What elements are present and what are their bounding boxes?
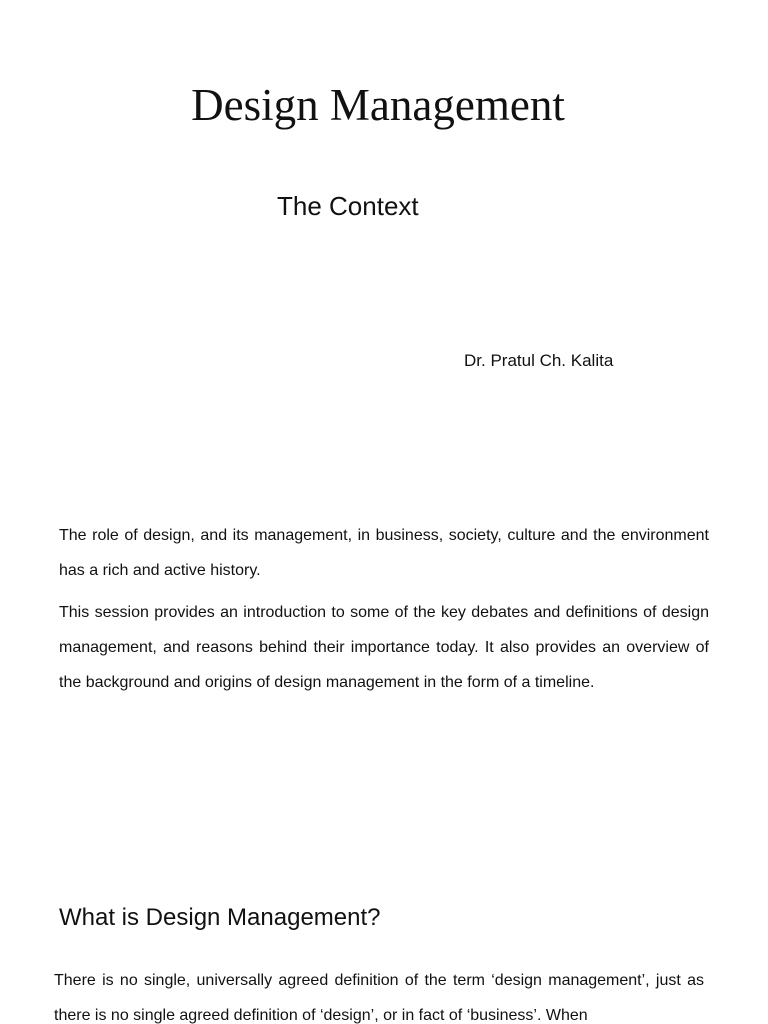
document-subtitle: The Context [277,191,419,221]
section-heading: What is Design Management? [59,904,381,931]
intro-section [59,518,709,707]
intro-paragraph: This session provides an introduction to some of the key debates and definitions of design management, and reasons behind their importance today. It also provides an overview of the background and origins of design management in the form of a timeline. [59,604,709,691]
author-name: Dr. Pratul Ch. Kalita [464,351,614,370]
document-title: Design Management [191,80,565,130]
intro-paragraph: The role of design, and its management, in business, society, culture and the environment has a rich and active history. [59,527,709,579]
section-paragraph: There is no single, universally agreed definition of the term ‘design management’, just as there is no single agreed definition of ‘design’, or in fact of ‘business’. When [54,972,704,1024]
